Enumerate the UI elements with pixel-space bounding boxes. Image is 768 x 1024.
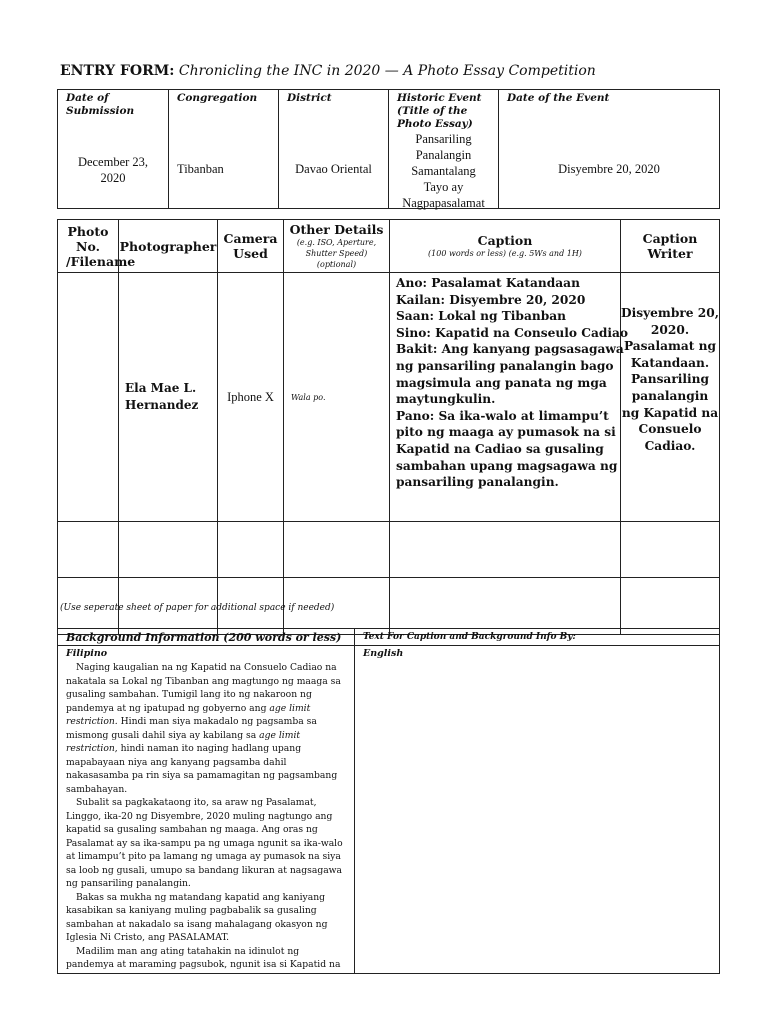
district-value: Davao Oriental xyxy=(295,162,372,176)
historic-event-header: Historic Event (Title of the Photo Essay) xyxy=(397,92,482,130)
empty-cell xyxy=(119,522,218,578)
date-of-event-value: Disyembre 20, 2020 xyxy=(558,162,660,176)
empty-cell xyxy=(58,522,119,578)
paragraph: Naging kaugalian na ng Kapatid na Consuelo Cadiao na nakatala sa Lokal ng Tibanban ang magtungo ng maaga sa gusaling sambahan. Tumigil lang ito ng nakaroon ng pandemya at ng ipatupad ng gobyerno ang age limit restriction. Hindi man siya makadalo ng pagsamba sa mismong gusali dahil siya ay kabilang sa age limit restriction, hindi naman ito naging hadlang upang mapabayaan niya ang kanyang pagsamba dahil nakasasamba pa rin siya sa pamamagitan ng pagsambang sambahayan. xyxy=(66,662,341,795)
empty-cell xyxy=(621,522,720,578)
empty-cell xyxy=(218,522,284,578)
paragraph: Bakas sa mukha ng matandang kapatid ang kaniyang kasabikan sa kaniyang muling pagbabalik sa gusaling sambahan at nakadalo sa isang mahalagang okasyon ng Iglesia Ni Cristo, ang PASALAMAT. xyxy=(66,891,328,943)
other-details-subtitle: (e.g. ISO, Aperture, Shutter Speed) (optional) xyxy=(296,238,377,269)
caption-header xyxy=(390,220,621,273)
caption-line: pansariling panalangin. xyxy=(396,475,559,490)
date-of-event-header: Date of the Event xyxy=(507,92,610,104)
congregation-cell xyxy=(169,90,279,209)
caption-line: Pano: Sa ika-walo at limampu’t xyxy=(396,408,609,423)
photo-no-header: Photo No. /Filename xyxy=(58,220,119,273)
empty-cell xyxy=(621,578,720,635)
background-table xyxy=(57,628,720,974)
caption-line: Bakit: Ang kanyang pagsasagawa xyxy=(396,342,624,357)
caption-line: Ano: Pasalamat Katandaan xyxy=(396,276,580,290)
congregation-value: Tibanban xyxy=(177,162,224,176)
caption-line: sambahan upang magsagawa ng xyxy=(396,458,618,473)
historic-event-cell xyxy=(389,90,499,209)
paragraph: Madilim man ang ating tatahakin na idinulot ng pandemya at maraming pagsubok, ngunit isa si Kapatid na xyxy=(66,945,341,970)
date-of-submission-value: December 23, 2020 xyxy=(77,155,149,185)
congregation-header: Congregation xyxy=(177,92,258,104)
other-details-value: Wala po. xyxy=(284,273,390,522)
other-details-title: Other Details xyxy=(289,222,384,237)
caption-writer-value: Disyembre 20, 2020. Pasalamat ng Katandaan. Pansariling panalangin ng Kapatid na Consuelo Cadiao. xyxy=(621,273,720,522)
form-title-label: ENTRY FORM: xyxy=(60,63,175,79)
additional-space-note: (Use seperate sheet of paper for additional space if needed) xyxy=(60,603,335,613)
photo-table xyxy=(57,219,720,635)
caption-line: Kapatid na Cadiao sa gusaling xyxy=(396,441,604,456)
camera-value: Iphone X xyxy=(218,273,284,522)
caption-title: Caption xyxy=(477,233,533,248)
historic-event-value: Pansariling Panalangin Samantalang Tayo ay Nagpapasalamat xyxy=(402,132,485,210)
filipino-text xyxy=(58,661,354,972)
background-header: Background Information (200 words or less) xyxy=(58,629,355,646)
caption-line: maytungkulin. xyxy=(396,392,496,407)
form-title-subtitle: Chronicling the INC in 2020 — A Photo Essay Competition xyxy=(178,63,596,79)
english-cell xyxy=(355,646,720,974)
empty-cell xyxy=(284,522,390,578)
caption-line: pito ng maaga ay pumasok na si xyxy=(396,425,616,440)
date-of-event-cell xyxy=(499,90,720,209)
other-details-header xyxy=(284,220,390,273)
caption-writer-header: Caption Writer xyxy=(621,220,720,273)
caption-line: Saan: Lokal ng Tibanban xyxy=(396,309,566,324)
photographer-value: Ela Mae L. Hernandez xyxy=(119,273,218,522)
form-title xyxy=(60,63,596,79)
paragraph: Subalit sa pagkakataong ito, sa araw ng Pasalamat, Linggo, ika-20 ng Disyembre, 2020 muling nagtungo ang kapatid sa gusaling sambahan ng maaga. Ang oras ng Pasalamat ay sa ika-sampu pa ng umaga ngunit sa ika-walo at limampu’t pito pa lamang ng umaga ay pumasok na siya sa loob ng gusali, umupo sa bandang likuran at nagsagawa ng pansariling panalangin. xyxy=(66,797,343,889)
text-by-header: Text For Caption and Background Info By: xyxy=(355,629,720,646)
submission-table xyxy=(57,89,720,209)
filipino-cell xyxy=(58,646,355,974)
photographer-header: Photographer xyxy=(119,220,218,273)
caption-line: Kailan: Disyembre 20, 2020 xyxy=(396,292,586,307)
caption-line: magsimula ang panata ng mga xyxy=(396,375,607,390)
district-header: District xyxy=(287,92,332,104)
district-cell xyxy=(279,90,389,209)
caption-line: Sino: Kapatid na Conseulo Cadiao xyxy=(396,325,629,340)
english-label: English xyxy=(363,648,404,659)
date-of-submission-cell xyxy=(58,90,169,209)
photo-no-cell xyxy=(58,273,119,522)
empty-cell xyxy=(390,522,621,578)
caption-line: ng pansariling panalangin bago xyxy=(396,358,614,373)
caption-value xyxy=(390,273,629,522)
filipino-label: Filipino xyxy=(66,648,108,659)
camera-header: Camera Used xyxy=(218,220,284,273)
caption-subtitle: (100 words or less) (e.g. 5Ws and 1H) xyxy=(428,249,582,258)
empty-cell xyxy=(390,578,621,635)
date-of-submission-header: Date of Submission xyxy=(66,92,135,117)
